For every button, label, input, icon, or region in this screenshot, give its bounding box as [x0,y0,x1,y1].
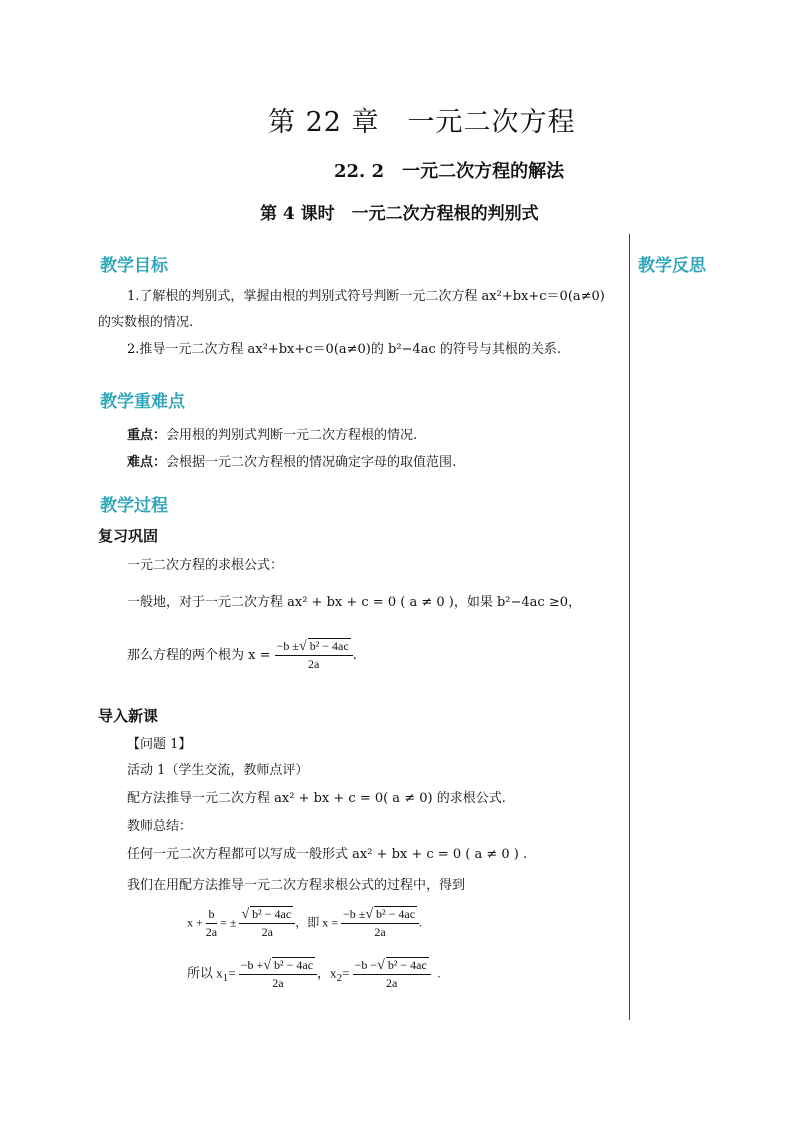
new-lesson-heading: 导入新课 [98,707,159,725]
eq1-2a: 2a [205,925,218,939]
sqrt-icon: √ [299,639,307,654]
column-divider [629,234,630,1020]
sqrt-icon: √ [263,958,272,973]
eq1-root-den: 2a [374,925,386,939]
process-line: 我们在用配方法推导一元二次方程求根公式的过程中，得到 [127,878,466,893]
eq1-radicand: b² − 4ac [252,907,292,921]
difficulty-text: 会根据一元二次方程根的情况确定字母的取值范围. [166,455,457,470]
objective-1-line-1: 1.了解根的判别式，掌握由根的判别式符号判断一元二次方程 ax²+bx+c＝0(a≠0) [127,289,605,304]
eq1-root-prefix: −b ± [342,907,366,921]
root-2-den: 2a [386,976,398,990]
key-points-heading: 教学重难点 [100,392,185,412]
eq1-period: . [419,915,423,930]
root-1-radicand: b² − 4ac [274,958,314,972]
eq1-root-radicand: b² − 4ac [376,907,416,921]
x2-equals: = [341,965,350,981]
review-heading: 复习巩固 [98,527,159,545]
x1-equals: = [228,965,236,981]
eq1-den: 2a [261,925,273,939]
formula-period: . [352,648,357,663]
root-2-radicand: b² − 4ac [387,958,427,972]
eq1-root-formula [341,906,419,941]
root-1-prefix: −b + [240,958,264,972]
root-1-formula [239,957,317,992]
derive-line: 配方法推导一元二次方程 ax² + bx + c = 0( a ≠ 0) 的求根公式. [127,791,506,806]
x2-subscript: 2 [336,972,342,985]
derivation-equation [187,906,422,941]
formula-radicand: b² − 4ac [309,639,349,653]
root-2-formula [353,957,431,992]
reflection-heading: 教学反思 [638,256,706,276]
eq1-b: b [206,906,217,924]
chapter-title: 第 22 章 一元二次方程 [268,107,576,138]
so-label: 所以 x [187,965,223,981]
objectives-heading: 教学目标 [100,256,168,276]
activity-line: 活动 1（学生交流，教师点评） [127,763,309,778]
roots-period: . [437,965,441,981]
general-form-line: 任何一元二次方程都可以写成一般形式 ax² + bx + c = 0 ( a ≠ 0 ) . [127,847,528,862]
sqrt-icon: √ [377,958,385,973]
sqrt-icon: √ [241,907,250,922]
difficulty-point [127,453,456,473]
eq1-left: x + [187,915,203,930]
eq1-b-over-2a [206,906,217,941]
focus-point [127,426,417,446]
problem-label: 【问题 1】 [127,737,192,752]
objective-2: 2.推导一元二次方程 ax²+bx+c＝0(a≠0)的 b²−4ac 的符号与其根的关系. [127,342,562,357]
difficulty-label: 难点： [127,455,167,470]
eq1-separator: ，即 x = [295,915,338,930]
formula-numerator-prefix: −b ± [276,639,299,653]
review-line-2: 一般地，对于一元二次方程 ax² + bx + c = 0 ( a ≠ 0 )，如果 b²−4ac ≥0， [127,595,581,610]
eq1-pm: = ± [220,915,237,930]
x1-subscript: 1 [222,972,229,985]
focus-label: 重点： [127,428,167,443]
root-1-den: 2a [272,976,284,990]
x2-label: ，x [317,965,337,981]
roots-prefix: 那么方程的两个根为 x = [127,648,271,663]
eq1-sqrt-fraction [239,906,295,941]
teacher-summary: 教师总结： [127,819,193,834]
roots-equation [187,957,441,992]
quadratic-formula [275,638,353,673]
sqrt-icon: √ [365,907,374,922]
focus-text: 会用根的判别式判断一元二次方程根的情况. [166,428,418,443]
review-line-3 [127,638,357,673]
lesson-title: 第 4 课时 一元二次方程根的判别式 [260,204,539,224]
root-2-prefix: −b − [354,958,378,972]
section-title: 22. 2 一元二次方程的解法 [334,161,565,182]
objective-1-line-2: 的实数根的情况. [98,315,194,330]
review-line-1: 一元二次方程的求根公式： [127,558,284,573]
formula-denominator: 2a [308,657,320,671]
process-heading: 教学过程 [100,496,168,516]
